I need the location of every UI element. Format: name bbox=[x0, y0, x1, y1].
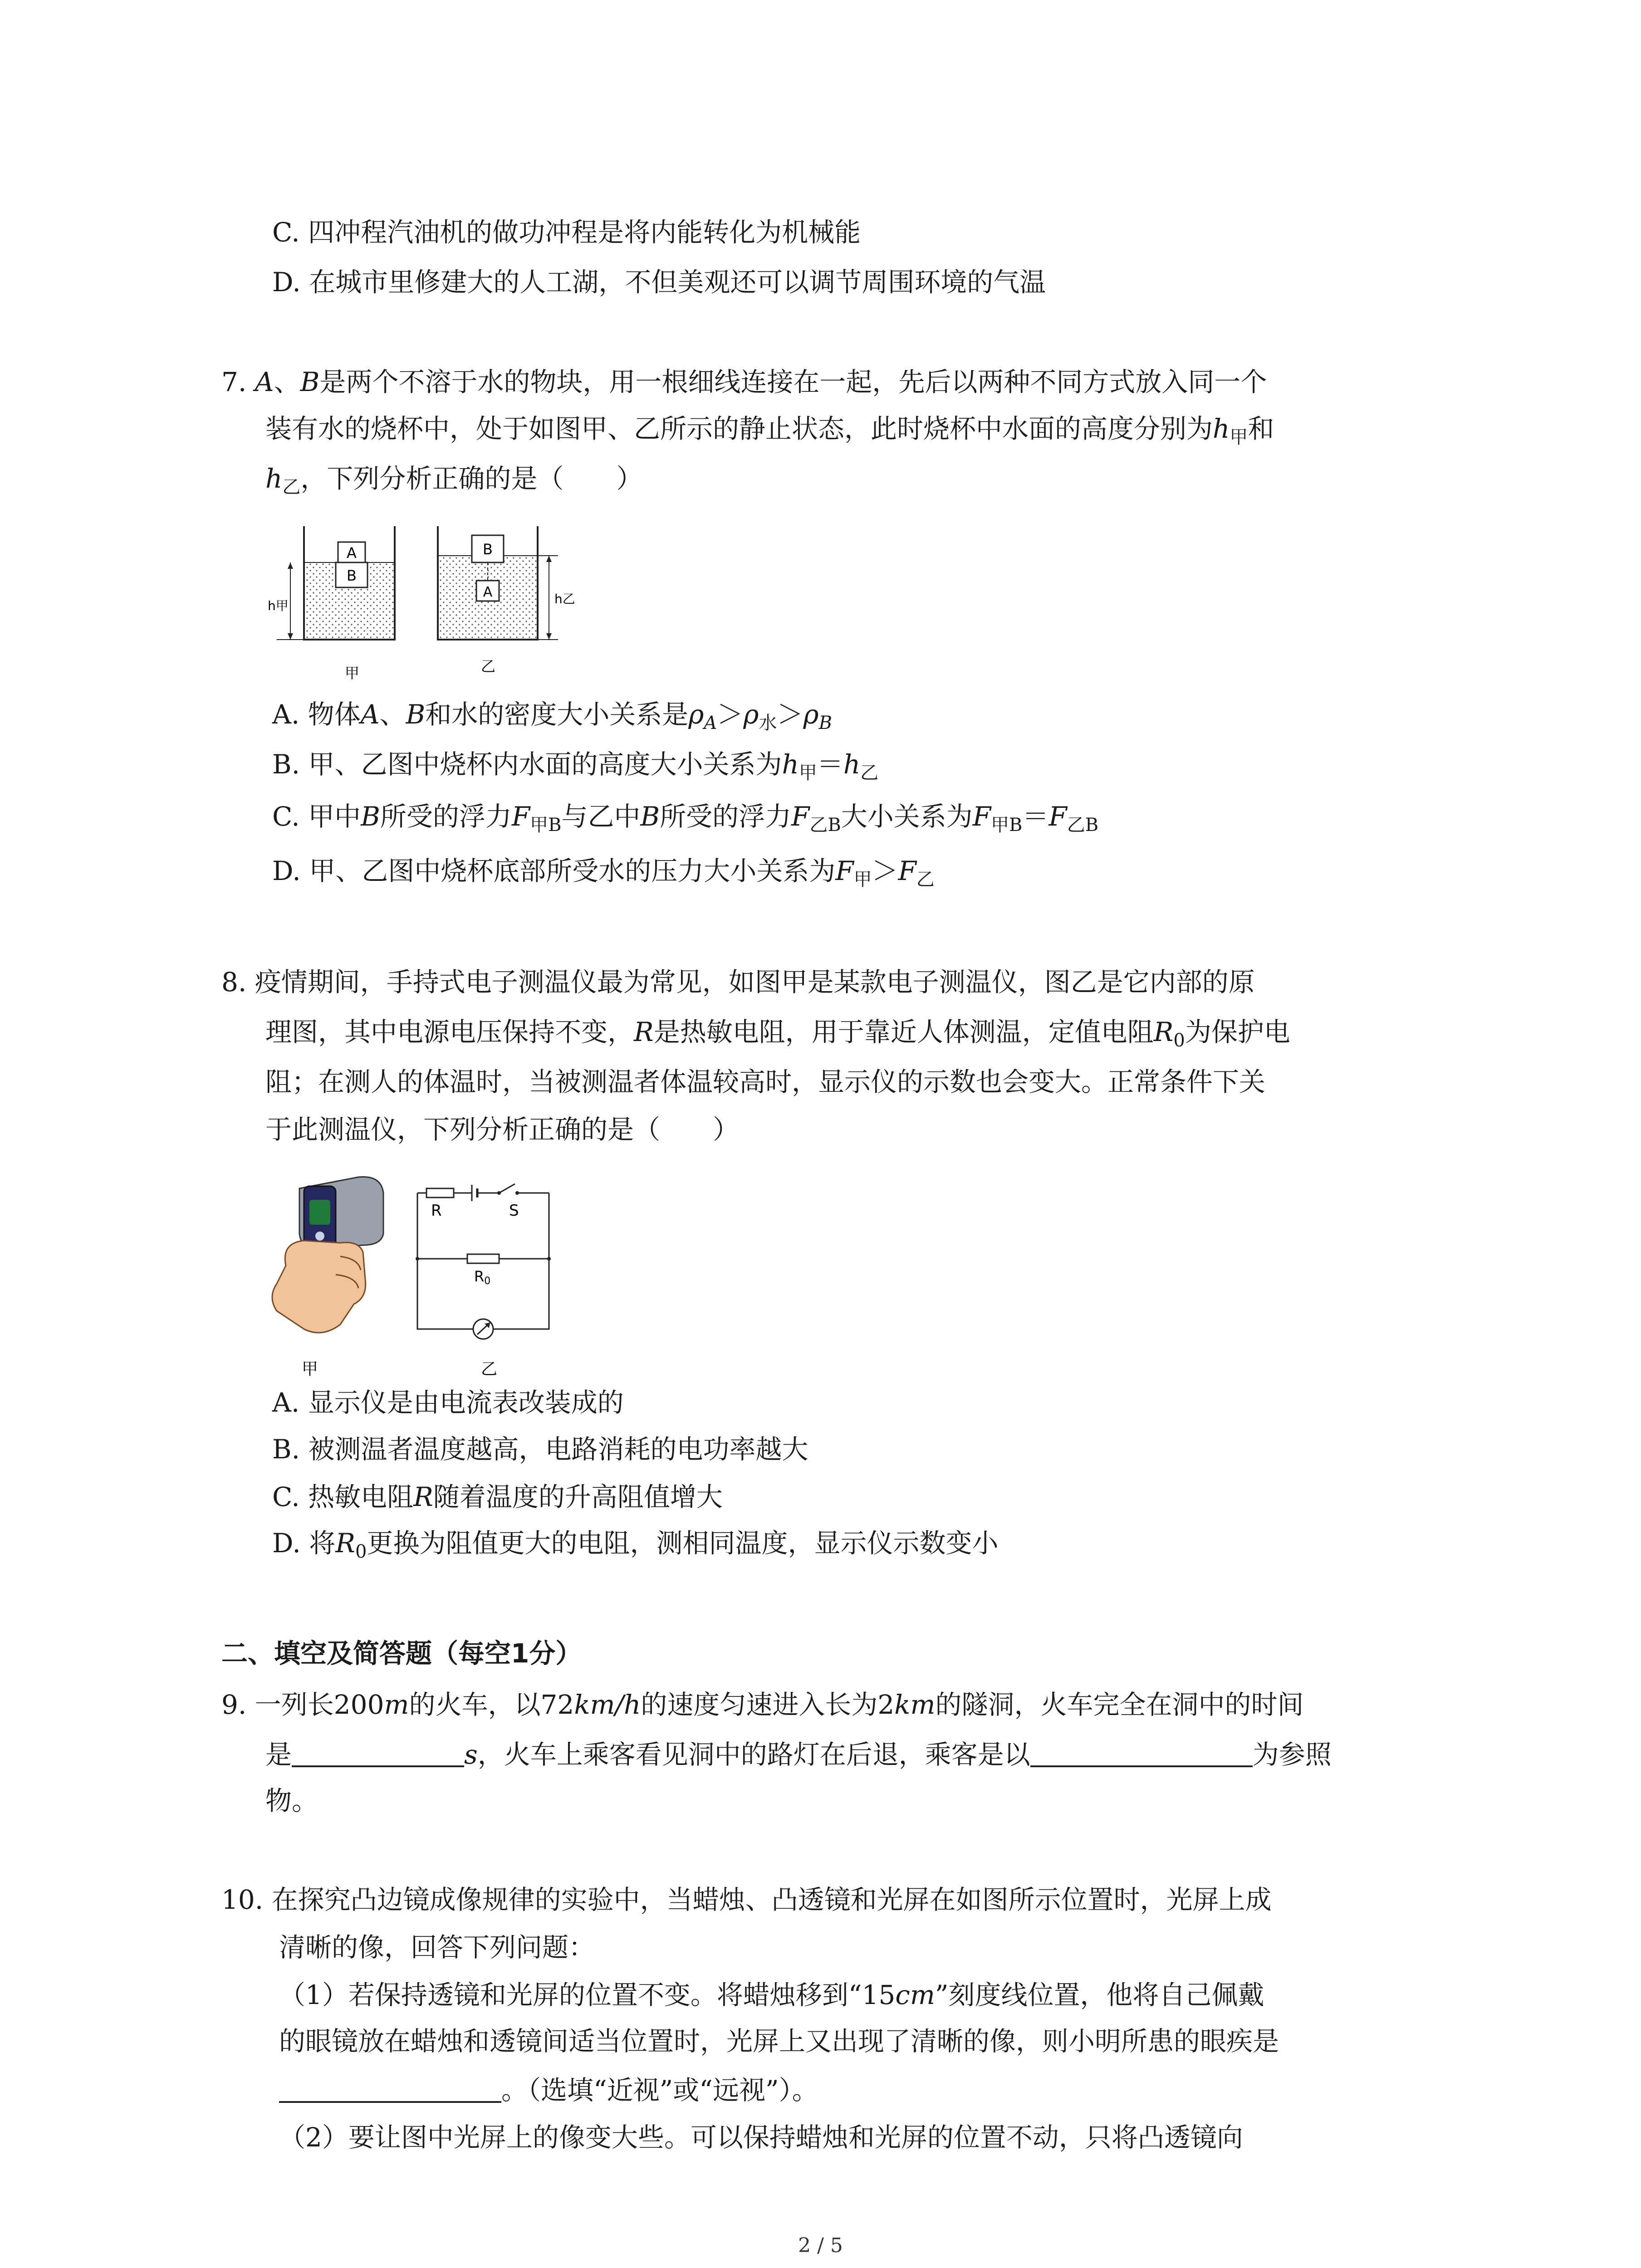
q6-option-d: D. 在城市里修建大的人工湖，不但美观还可以调节周围环境的气温 bbox=[272, 267, 1046, 298]
q8-circuit-diagram bbox=[416, 1184, 551, 1378]
q7-beaker-figure bbox=[268, 522, 585, 689]
q10-blank-eye-condition[interactable] bbox=[279, 2074, 501, 2103]
q7-right-block-a: A bbox=[483, 584, 493, 600]
q7-right-block-b: B bbox=[483, 541, 493, 558]
q9-blank-reference[interactable] bbox=[1030, 1738, 1253, 1767]
q8-caption-left: 甲 bbox=[302, 1360, 318, 1378]
q8-stem-line4: 于此测温仪，下列分析正确的是（ ） bbox=[265, 1114, 740, 1145]
q7-beaker-left bbox=[268, 526, 395, 682]
q7-right-caption: 乙 bbox=[481, 658, 496, 675]
q8-figure bbox=[268, 1161, 612, 1388]
thermometer-gun-icon bbox=[272, 1177, 383, 1378]
q10-part1-line1: （1）若保持透镜和光屏的位置不变。将蜡烛移到“15cm”刻度线位置，他将自己佩戴 bbox=[279, 1980, 1264, 2010]
q8-stem-line2: 理图，其中电源电压保持不变，R是热敏电阻，用于靠近人体测温，定值电阻$R_0$为保护电 bbox=[265, 1017, 1290, 1051]
q7-option-a: A. 物体A、B和水的密度大小关系是$\rho_A>\rho_水>\rho_B$ bbox=[272, 699, 832, 733]
q7-stem-line3: $h_乙$，下列分析正确的是（ ） bbox=[265, 463, 643, 498]
q7-stem-line1: 7. A、B是两个不溶于水的物块，用一根细线连接在一起，先后以两种不同方式放入同一个 bbox=[221, 367, 1267, 397]
q7-left-block-a: A bbox=[347, 544, 357, 562]
q9-line3: 物。 bbox=[265, 1785, 318, 1816]
q10-part2-line1: （2）要让图中光屏上的像变大些。可以保持蜡烛和光屏的位置不动，只将凸透镜向 bbox=[279, 2122, 1243, 2153]
q7-right-h-label: h乙 bbox=[554, 591, 575, 606]
q8-option-c: C. 热敏电阻R随着温度的升高阻值增大 bbox=[272, 1481, 723, 1512]
q10-part1-line3: 。（选填“近视”或“远视”）。 bbox=[279, 2072, 818, 2108]
q8-circuit-label-s: S bbox=[509, 1202, 519, 1220]
q7-option-b: B. 甲、乙图中烧杯内水面的高度大小关系为$h_甲=h_乙$ bbox=[272, 749, 879, 783]
q7-left-caption: 甲 bbox=[345, 665, 360, 682]
q9-line2: 是 s，火车上乘客看见洞中的路灯在后退，乘客是以 为参照 bbox=[265, 1739, 1332, 1770]
q9-line1: 9. 一列长200m的火车，以72km/h的速度匀速进入长为2km的隧洞，火车完全在洞中的时间 bbox=[221, 1689, 1304, 1720]
q7-left-h-label: h甲 bbox=[268, 598, 289, 613]
page-number: 2 / 5 bbox=[798, 2234, 843, 2257]
q10-part1-line2: 的眼镜放在蜡烛和透镜间适当位置时，光屏上又出现了清晰的像，则小明所患的眼疾是 bbox=[279, 2026, 1279, 2057]
q8-stem-line3: 阻；在测人的体温时，当被测温者体温较高时，显示仪的示数也会变大。正常条件下关 bbox=[265, 1066, 1266, 1097]
q10-stem-line1: 10. 在探究凸边镜成像规律的实验中，当蜡烛、凸透镜和光屏在如图所示位置时，光屏上成 bbox=[221, 1884, 1272, 1915]
q8-circuit-label-r0: R0 bbox=[474, 1268, 491, 1287]
q7-beaker-right bbox=[438, 526, 575, 675]
q7-stem-line2: 装有水的烧杯中，处于如图甲、乙所示的静止状态，此时烧杯中水面的高度分别为$h_甲$和 bbox=[265, 413, 1274, 448]
q7-option-d: D. 甲、乙图中烧杯底部所受水的压力大小关系为$F_甲>F_乙$ bbox=[272, 855, 935, 890]
q6-option-c: C. 四冲程汽油机的做功冲程是将内能转化为机械能 bbox=[272, 217, 861, 248]
q8-circuit-label-r: R bbox=[431, 1202, 442, 1220]
q8-option-b: B. 被测温者温度越高，电路消耗的电功率越大 bbox=[272, 1434, 808, 1465]
q8-stem-line1: 8. 疫情期间，手持式电子测温仪最为常见，如图甲是某款电子测温仪，图乙是它内部的原 bbox=[221, 967, 1255, 997]
q7-left-block-b: B bbox=[347, 567, 357, 584]
q10-stem-line2: 清晰的像，回答下列问题： bbox=[279, 1932, 595, 1963]
q8-caption-right: 乙 bbox=[481, 1360, 498, 1378]
q8-option-a: A. 显示仪是由电流表改装成的 bbox=[272, 1387, 624, 1418]
q7-option-c: C. 甲中B所受的浮力$F_{甲B}$与乙中B所受的浮力$F_{乙B}$大小关系为$F_{甲B}=F_{乙B}$ bbox=[272, 801, 1099, 836]
q9-blank-time[interactable] bbox=[292, 1738, 464, 1767]
section-2-title: 二、填空及简答题（每空1分） bbox=[221, 1638, 582, 1669]
q8-option-d: D. 将$R_0$更换为阻值更大的电阻，测相同温度，显示仪示数变小 bbox=[272, 1528, 999, 1562]
